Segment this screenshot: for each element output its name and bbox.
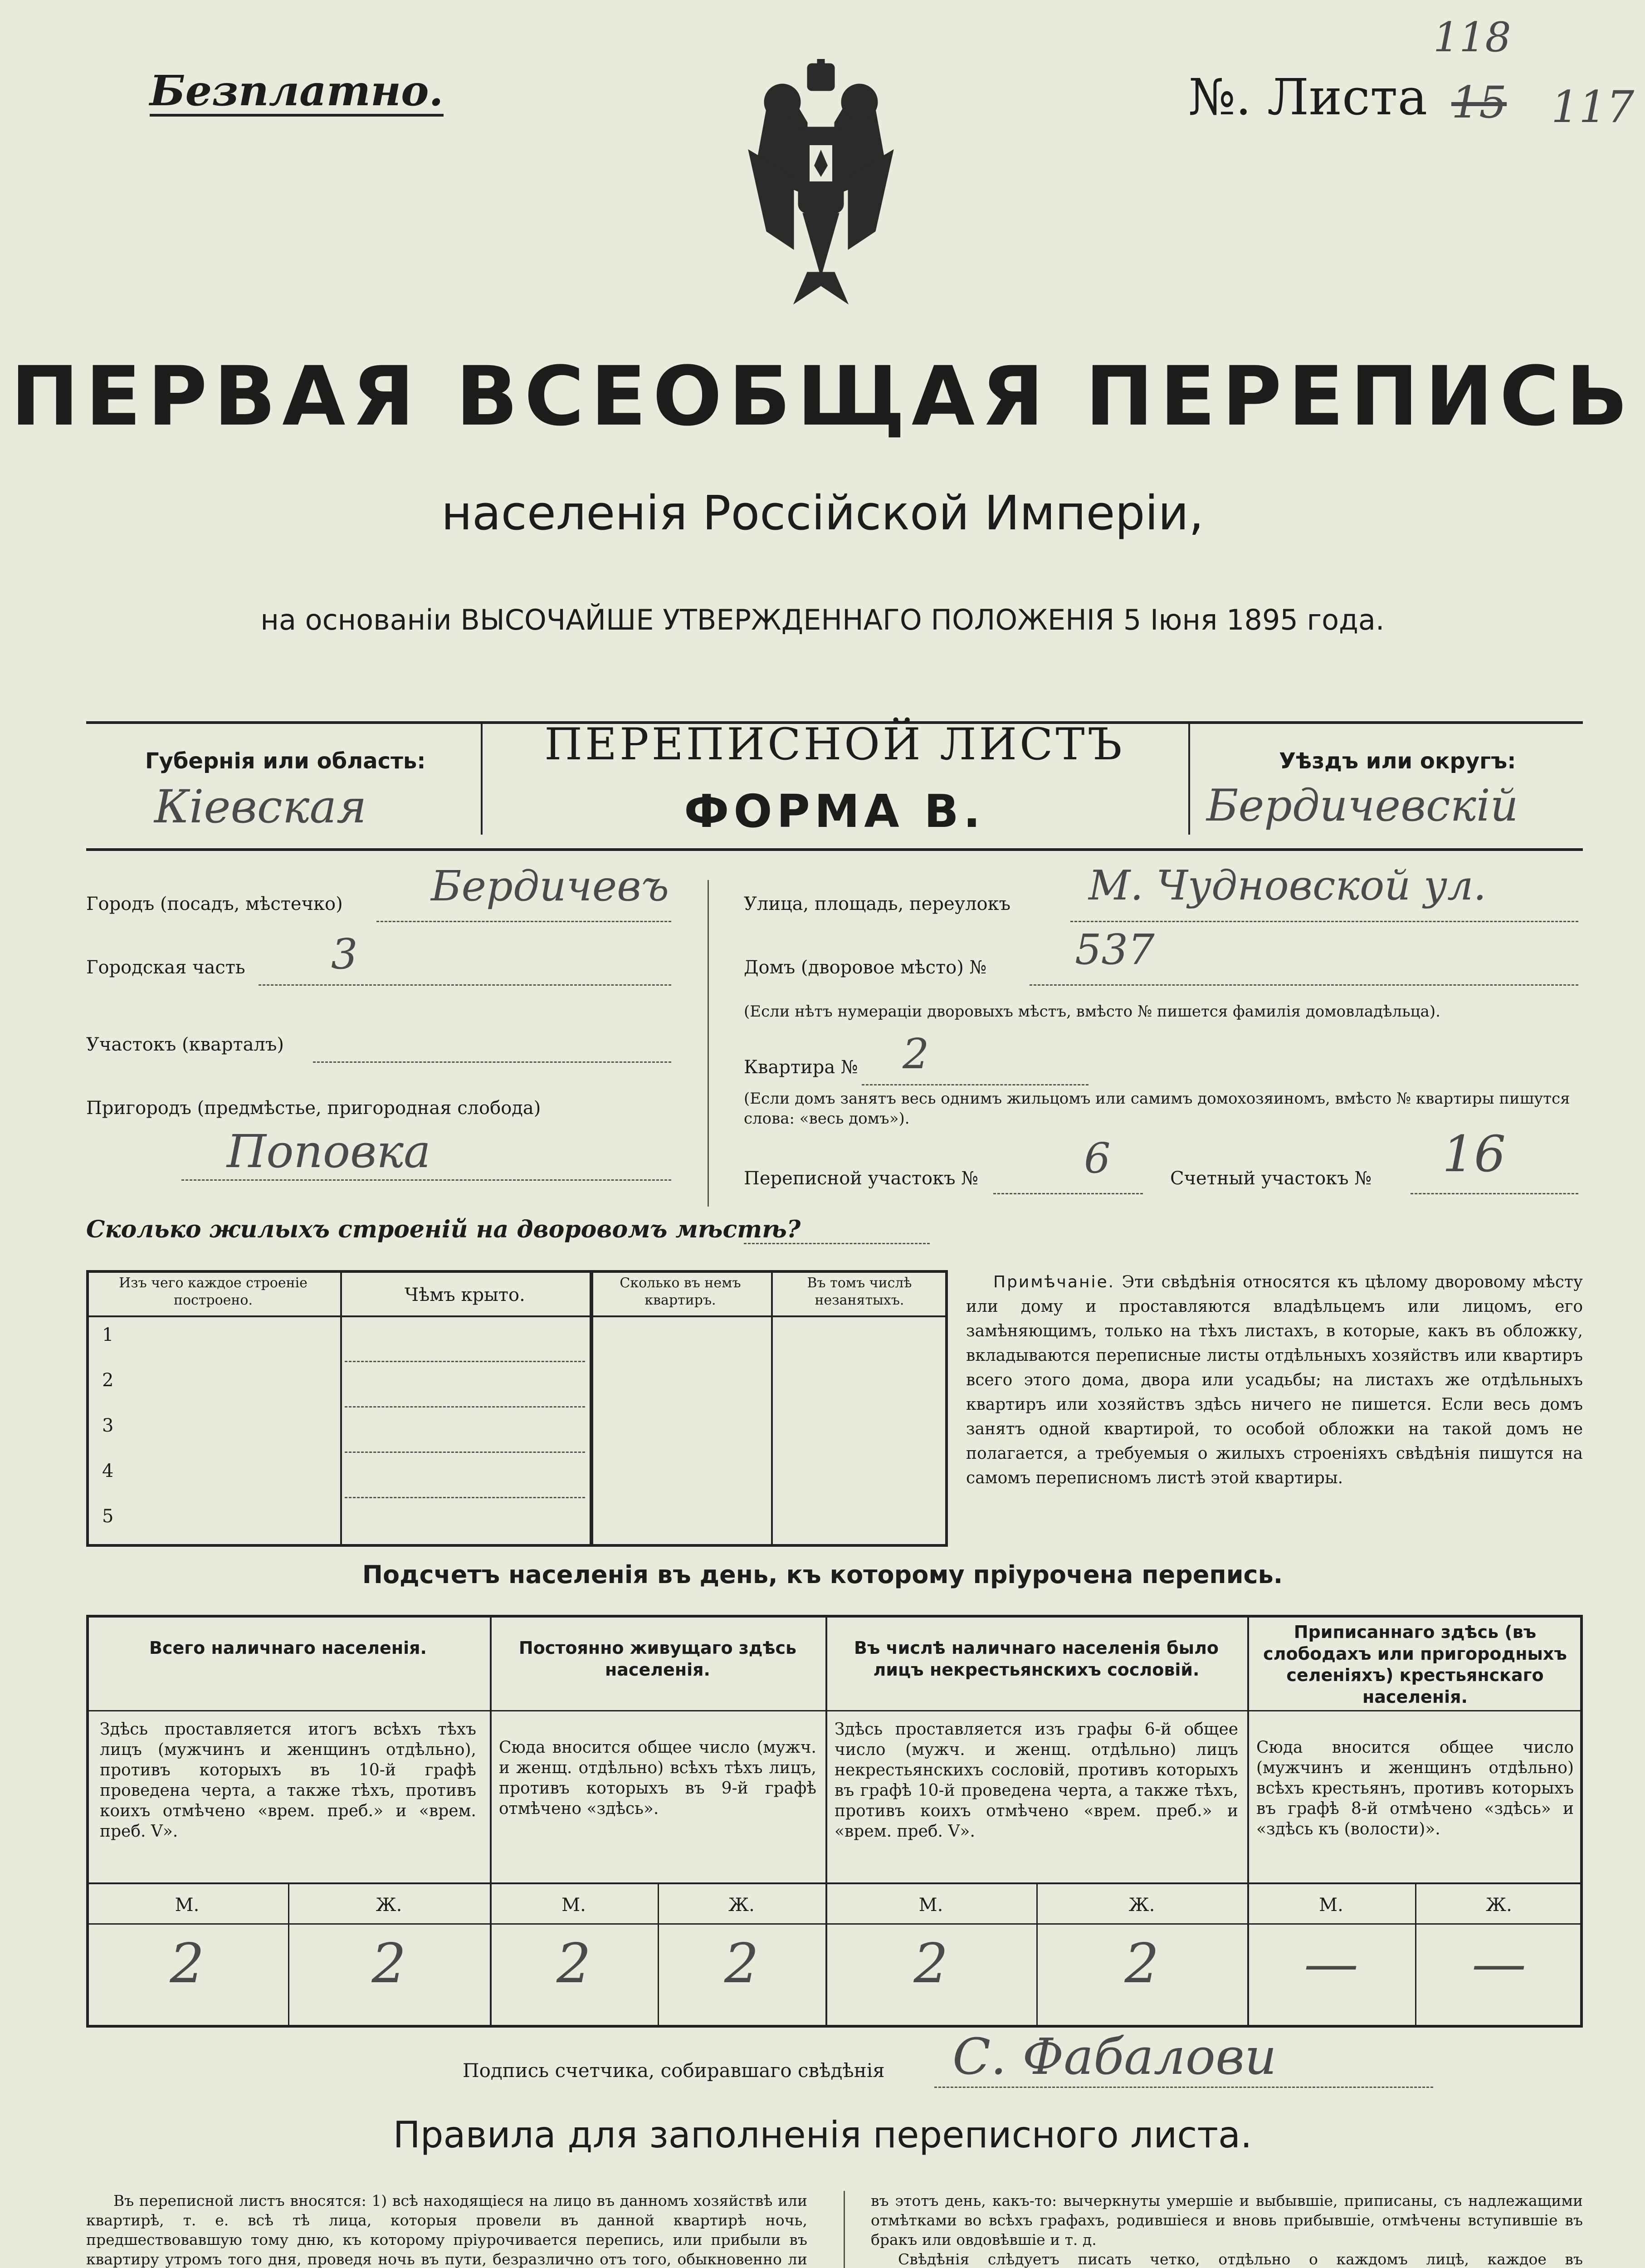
sheet-number-value: 118 xyxy=(1433,14,1511,61)
district-label: Участокъ (кварталъ) xyxy=(86,1034,284,1055)
address-divider xyxy=(708,880,709,1207)
buildings-col-div-2 xyxy=(590,1270,593,1547)
rules-left-p1: Въ переписной листъ вносятся: 1) всѣ находящіеся на лицо въ данномъ хозяйствѣ или квартирѣ, т. е. всѣ тѣ лица, которыя провели въ данной квартирѣ ночь, предшествовавшую тому дню, къ которому пріурочивается перепись, или прибыли въ квартиру утромъ того дня, проведя ночь въ пути, безразлично отъ того, обыкновенно ли xyxy=(86,2192,807,2268)
census-district-label: Переписной участокъ № xyxy=(744,1168,979,1189)
count-col2-desc: Сюда вносится общее число (мужч. и женщ. отдѣльно) всѣхъ тѣхъ лицъ, противъ которыхъ въ 9-й графѣ отмѣчено «здѣсь». xyxy=(499,1738,816,1818)
count-col2-head: Постоянно живущаго здѣсь населенія. xyxy=(518,1638,797,1680)
count-col2-m-label: М. xyxy=(561,1895,586,1916)
sheet-number-crossed: 15 xyxy=(1451,77,1507,128)
count-col4-m-label: М. xyxy=(1319,1895,1343,1916)
buildings-question: Сколько жилыхъ строеній на дворовомъ мѣстѣ? xyxy=(86,1216,801,1243)
count-col4-head: Приписаннаго здѣсь (въ слободахъ или пригородныхъ селеніяхъ) крестьянскаго населенія. xyxy=(1263,1622,1567,1707)
house-value: 537 xyxy=(1075,925,1155,974)
rules-right-column xyxy=(871,2191,1583,2268)
census-district-value: 6 xyxy=(1084,1134,1111,1183)
city-part-value: 3 xyxy=(331,930,358,978)
rules-right-p2: Свѣдѣнія слѣдуетъ писать четко, отдѣльно о каждомъ лицѣ, каждое въ xyxy=(898,2250,1583,2268)
signature-value: С. Фабалови xyxy=(952,2028,1277,2086)
buildings-col2-head: Чѣмъ крыто. xyxy=(405,1285,525,1305)
buildings-table xyxy=(86,1270,948,1547)
buildings-note-title: Примѣчаніе. xyxy=(993,1273,1115,1291)
page-title: ПЕРВАЯ ВСЕОБЩАЯ ПЕРЕПИСЬ xyxy=(10,349,1635,444)
house-rule xyxy=(1030,984,1578,986)
street-label: Улица, площадь, переулокъ xyxy=(744,894,1011,914)
buildings-row-5: 5 xyxy=(102,1506,114,1527)
house-label: Домъ (дворовое мѣсто) № xyxy=(744,957,987,978)
guberniya-value: Кіевская xyxy=(154,780,367,833)
count-value-5: 2 xyxy=(913,1932,948,1995)
district-rule xyxy=(313,1061,671,1063)
count-col1-head: Всего наличнаго населенія. xyxy=(149,1638,427,1658)
buildings-row-rule-3 xyxy=(345,1452,585,1453)
suburb-rule xyxy=(181,1179,671,1181)
apartment-value: 2 xyxy=(903,1030,929,1078)
count-col4-f-label: Ж. xyxy=(1486,1895,1512,1916)
count-col3-f-label: Ж. xyxy=(1128,1895,1155,1916)
form-header-right-div xyxy=(1188,721,1190,835)
census-district-rule xyxy=(993,1193,1143,1194)
count-mf-rule xyxy=(86,1923,1583,1925)
rules-right-p1: въ этотъ день, какъ-то: вычеркнуты умершіе и выбывшіе, приписаны, съ надлежащими отмѣтками во всѣхъ графахъ, родившіеся и вновь прибывшіе, отмѣчены вступившіе въ бракъ или овдовѣвшіе и т. д. xyxy=(871,2192,1583,2248)
buildings-col4-head: Въ томъ числѣ незанятыхъ. xyxy=(807,1275,912,1308)
apartment-rule xyxy=(862,1084,1089,1085)
count-value-4: 2 xyxy=(724,1932,759,1995)
signature-rule xyxy=(934,2087,1433,2088)
form-header-bottom-rule xyxy=(86,848,1583,851)
count-desc-rule xyxy=(86,1882,1583,1884)
city-rule xyxy=(376,921,671,922)
apartment-label: Квартира № xyxy=(744,1057,858,1078)
buildings-row-rule-1 xyxy=(345,1361,585,1362)
count-col1-desc: Здѣсь проставляется итогъ всѣхъ тѣхъ лицъ (мужчинъ и женщинъ отдѣльно), противъ которыхъ въ 10-й графѣ проведена черта, а также тѣхъ, противъ коихъ отмѣчено «врем. преб.» и «врем. преб. V». xyxy=(100,1720,476,1841)
count-value-6: 2 xyxy=(1124,1932,1159,1995)
count-col1-m-label: М. xyxy=(175,1895,200,1916)
signature-label: Подпись счетчика, собиравшаго свѣдѣнія xyxy=(463,2059,885,2082)
buildings-col-div-3 xyxy=(771,1270,773,1547)
city-label: Городъ (посадъ, мѣстечко) xyxy=(86,894,343,914)
guberniya-label: Губернія или область: xyxy=(145,748,426,774)
sheet-number-label: №. Листа xyxy=(1188,68,1428,126)
apartment-note: (Если домъ занятъ весь однимъ жильцомъ или самимъ домохозяиномъ, вмѣсто № квартиры пишутся слова: «весь домъ»). xyxy=(744,1090,1570,1128)
buildings-row-1: 1 xyxy=(102,1325,114,1345)
house-note: (Если нѣтъ нумераціи дворовыхъ мѣстъ, вмѣсто № пишется фамилія домовладѣльца). xyxy=(744,1002,1440,1021)
buildings-note-text: Эти свѣдѣнія относятся къ цѣлому дворовому мѣсту или дому и проставляются владѣльцемъ или лицомъ, его замѣняющимъ, только на тѣхъ листахъ, в которые, какъ въ обложку, вкладываются переписные листы отдѣльныхъ хозяйствъ или квартиръ всего этого дома, двора или усадьбы; на листахъ же отдѣльныхъ квартиръ или хозяйствъ здѣсь ничего не пишется. Если весь домъ занятъ одной квартирой, то особой обложки на такой домъ не полагается, а требуемыя о жилыхъ строеніяхъ свѣдѣнія пишутся на самомъ переписномъ листѣ этой квартиры. xyxy=(966,1273,1583,1487)
count-value-7: — xyxy=(1304,1932,1358,1995)
counting-district-value: 16 xyxy=(1442,1125,1506,1183)
buildings-col3-head: Сколько въ немъ квартиръ. xyxy=(620,1275,741,1308)
buildings-row-2: 2 xyxy=(102,1370,114,1391)
counting-district-label: Счетный участокъ № xyxy=(1170,1168,1372,1189)
city-value: Бердичевъ xyxy=(431,862,669,910)
city-part-rule xyxy=(259,984,671,986)
page-basis: на основаніи ВЫСОЧАЙШЕ УТВЕРЖДЕННАГО ПОЛОЖЕНІЯ 5 Іюня 1895 года. xyxy=(260,603,1385,636)
count-col1-f-label: Ж. xyxy=(376,1895,402,1916)
count-value-3: 2 xyxy=(556,1932,591,1995)
uezd-value: Бердичевскій xyxy=(1206,780,1518,831)
count-col4-desc: Сюда вносится общее число (мужчинъ и женщинъ отдѣльно) всѣхъ крестьянъ, противъ которыхъ въ графѣ 8-й отмѣчено «здѣсь» и «здѣсь къ (волости)». xyxy=(1256,1738,1574,1838)
rules-left-column xyxy=(86,2191,807,2268)
count-col2-f-label: Ж. xyxy=(728,1895,755,1916)
rules-divider xyxy=(844,2191,845,2268)
form-heading: ПЕРЕПИСНОЙ ЛИСТЪ xyxy=(544,719,1125,770)
count-value-2: 2 xyxy=(371,1932,406,1995)
street-value: М. Чудновской ул. xyxy=(1089,862,1487,909)
suburb-value: Поповка xyxy=(227,1125,431,1178)
double-headed-eagle-icon xyxy=(739,59,903,313)
street-rule xyxy=(1070,921,1578,922)
buildings-note xyxy=(966,1270,1583,1491)
suburb-label: Пригородъ (предмѣстье, пригородная слобода) xyxy=(86,1098,541,1119)
counting-district-rule xyxy=(1411,1193,1578,1194)
buildings-row-rule-4 xyxy=(345,1497,585,1498)
rules-title: Правила для заполненія переписного листа. xyxy=(393,2114,1252,2156)
buildings-question-rule xyxy=(744,1243,930,1244)
buildings-row-3: 3 xyxy=(102,1415,114,1436)
uezd-label: Уѣздъ или округъ: xyxy=(1279,748,1516,774)
count-col3-m-label: М. xyxy=(918,1895,943,1916)
buildings-col1-head: Изъ чего каждое строеніе построено. xyxy=(119,1275,308,1308)
free-label: Безплатно. xyxy=(150,68,444,117)
page-subtitle: населенія Россійской Имперіи, xyxy=(441,485,1204,541)
city-part-label: Городская часть xyxy=(86,957,245,978)
count-value-8: — xyxy=(1472,1932,1526,1995)
buildings-col-div-1 xyxy=(340,1270,342,1547)
form-name: ФОРМА В. xyxy=(684,785,985,838)
sheet-number-side: 117 xyxy=(1551,82,1635,132)
count-col3-desc: Здѣсь проставляется изъ графы 6-й общее число (мужч. и женщ. отдѣльно) лицъ некрестьянскихъ сословій, противъ которыхъ въ графѣ 10-й проведена черта, а также тѣхъ, противъ коихъ отмѣчено «врем. преб.» и «врем. преб. V». xyxy=(835,1720,1238,1841)
buildings-row-4: 4 xyxy=(102,1461,114,1481)
buildings-head-rule xyxy=(86,1315,948,1317)
count-title: Подсчетъ населенія въ день, къ которому пріурочена перепись. xyxy=(362,1560,1283,1589)
count-head-rule xyxy=(86,1710,1583,1711)
count-col3-head: Въ числѣ наличнаго населенія было лицъ некрестьянскихъ сословій. xyxy=(854,1638,1219,1680)
buildings-row-rule-2 xyxy=(345,1406,585,1408)
count-value-1: 2 xyxy=(170,1932,205,1995)
